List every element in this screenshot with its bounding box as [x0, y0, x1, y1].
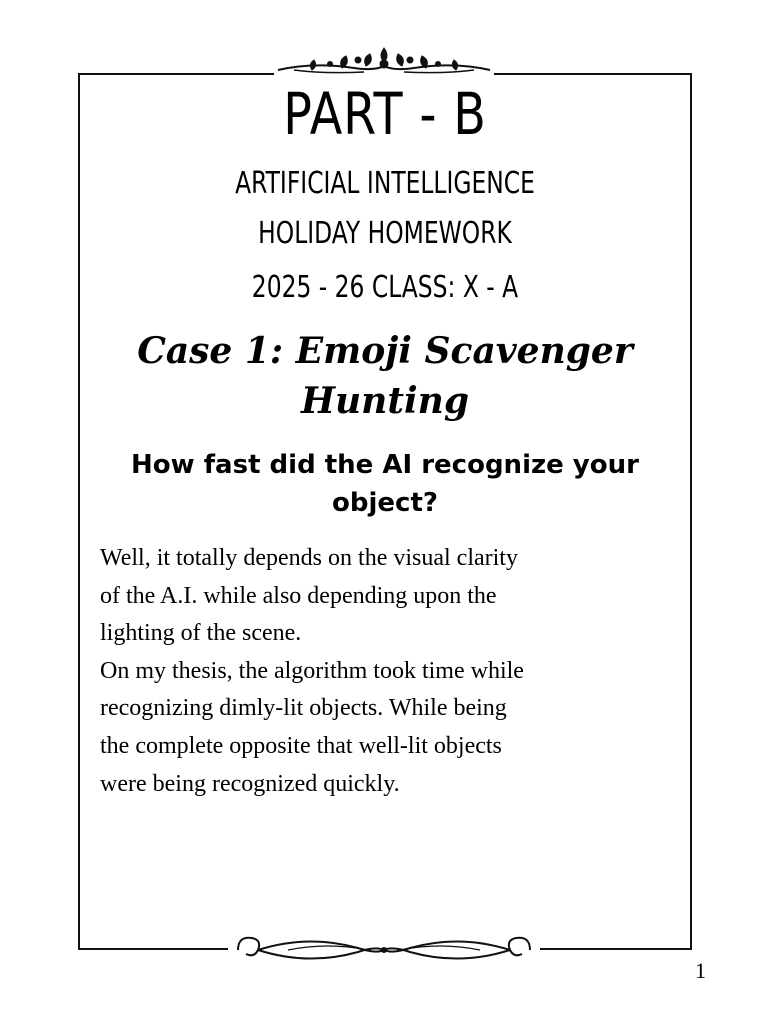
- session-class-line: 2025 - 26 CLASS: X - A: [251, 270, 519, 305]
- answer-line: recognizing dimly-lit objects. While being: [100, 695, 507, 722]
- answer-line: were being recognized quickly.: [100, 770, 400, 797]
- answer-line: lighting of the scene.: [100, 620, 302, 647]
- answer-line: On my thesis, the algorithm took time while: [100, 657, 524, 684]
- scroll-flourish-icon: [228, 928, 540, 972]
- homework-line: HOLIDAY HOMEWORK: [258, 216, 512, 251]
- answer-line: the complete opposite that well-lit objects: [100, 732, 502, 759]
- page-number: 1: [695, 958, 706, 983]
- answer-line: Well, it totally depends on the visual clarity: [100, 545, 518, 571]
- subject-line: ARTIFICIAL INTELLIGENCE: [235, 166, 535, 201]
- answer-text: [100, 540, 680, 803]
- part-title: PART - B: [283, 80, 487, 148]
- case-title: Case 1: Emoji Scavenger Hunting: [137, 330, 633, 422]
- floral-flourish-icon: [274, 44, 494, 80]
- question-heading: How fast did the AI recognize your object?: [131, 450, 639, 518]
- answer-line: of the A.I. while also depending upon the: [100, 582, 497, 609]
